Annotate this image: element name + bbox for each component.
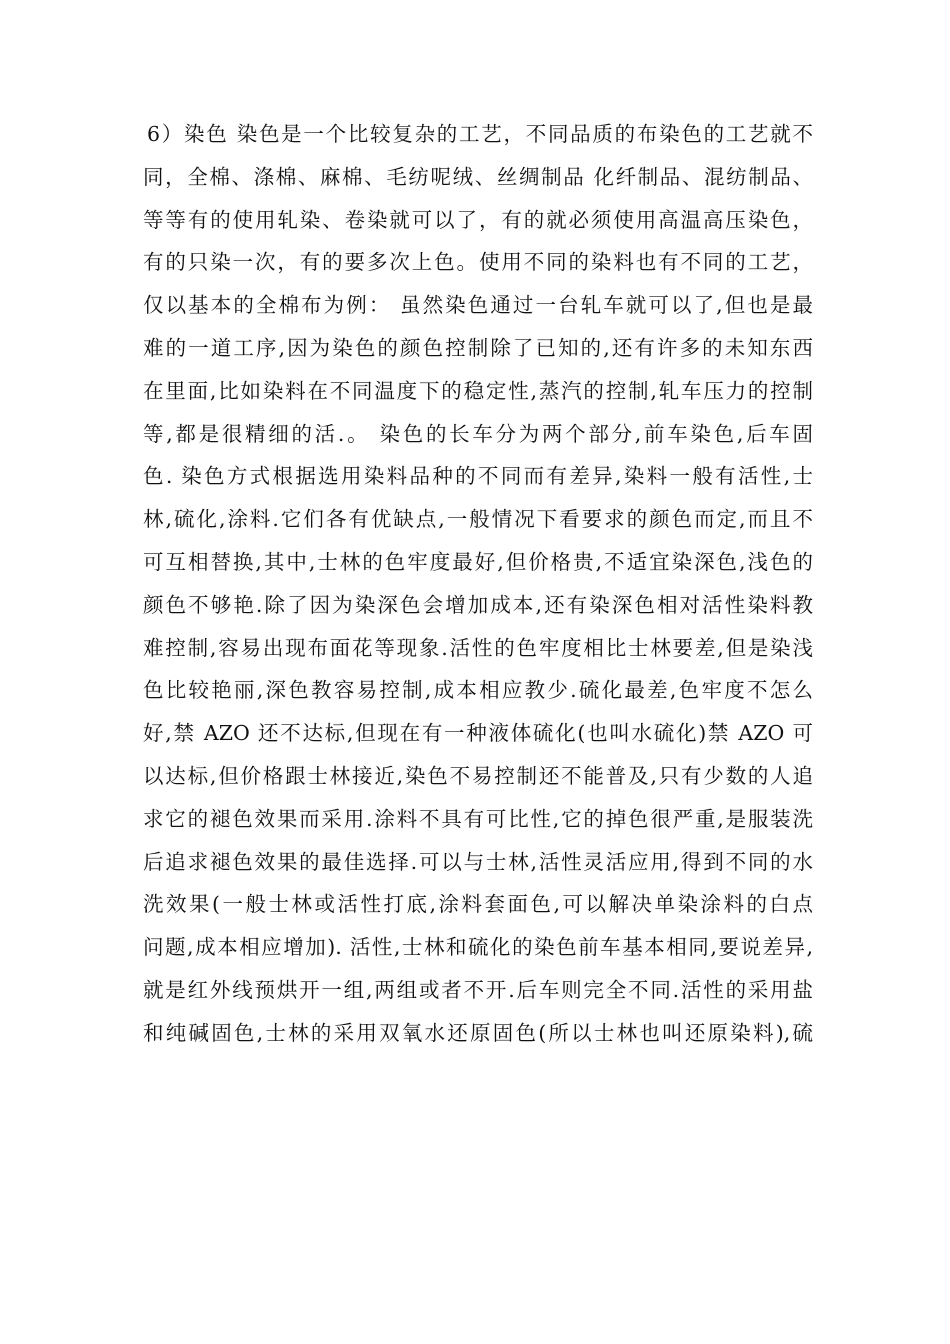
text-line: 色. 染色方式根据选用染料品种的不同而有差异,染料一般有活性,士 (143, 464, 813, 489)
text-line: 等等有的使用轧染、卷染就可以了，有的就必须使用高温高压染色， (143, 207, 813, 232)
text-line: 难控制,容易出现布面花等现象.活性的色牢度相比士林要差,但是染浅 (143, 635, 813, 660)
text-line: 林,硫化,涂料.它们各有优缺点,一般情况下看要求的颜色而定,而且不 (143, 507, 813, 532)
text-line: 色比较艳丽,深色教容易控制,成本相应教少.硫化最差,色牢度不怎么 (143, 678, 813, 703)
text-line: 等,都是很精细的活.。 染色的长车分为两个部分,前车染色,后车固 (143, 421, 813, 446)
text-line: 好,禁 AZO 还不达标,但现在有一种液体硫化(也叫水硫化)禁 AZO 可 (143, 721, 813, 746)
text-line: 问题,成本相应增加). 活性,士林和硫化的染色前车基本相同,要说差异, (143, 935, 813, 960)
text-line: 同，全棉、涤棉、麻棉、毛纺呢绒、丝绸制品 化纤制品、混纺制品、 (143, 164, 813, 189)
text-line: 洗效果(一般士林或活性打底,涂料套面色,可以解决单染涂料的白点 (143, 892, 813, 917)
text-line: 可互相替换,其中,士林的色牢度最好,但价格贵,不适宜染深色,浅色的 (143, 549, 813, 574)
text-line: 就是红外线预烘开一组,两组或者不开.后车则完全不同.活性的采用盐 (143, 977, 813, 1002)
text-line: 后追求褪色效果的最佳选择.可以与士林,活性灵活应用,得到不同的水 (143, 849, 813, 874)
text-line: 颜色不够艳.除了因为染深色会增加成本,还有染深色相对活性染料教 (143, 592, 813, 617)
text-line: 仅以基本的全棉布为例： 虽然染色通过一台轧车就可以了,但也是最 (143, 293, 813, 318)
text-line: 以达标,但价格跟士林接近,染色不易控制还不能普及,只有少数的人追 (143, 763, 813, 788)
body-paragraph (143, 113, 813, 1055)
text-line: 有的只染一次，有的要多次上色。使用不同的染料也有不同的工艺， (143, 250, 813, 275)
text-line: 求它的褪色效果而采用.涂料不具有可比性,它的掉色很严重,是服装洗 (143, 806, 813, 831)
text-line: 难的一道工序,因为染色的颜色控制除了已知的,还有许多的未知东西 (143, 335, 813, 360)
text-line: 在里面,比如染料在不同温度下的稳定性,蒸汽的控制,轧车压力的控制 (143, 378, 813, 403)
text-line: 6）染色 染色是一个比较复杂的工艺，不同品质的布染色的工艺就不 (147, 122, 813, 146)
text-line: 和纯碱固色,士林的采用双氧水还原固色(所以士林也叫还原染料),硫 (143, 1020, 813, 1045)
